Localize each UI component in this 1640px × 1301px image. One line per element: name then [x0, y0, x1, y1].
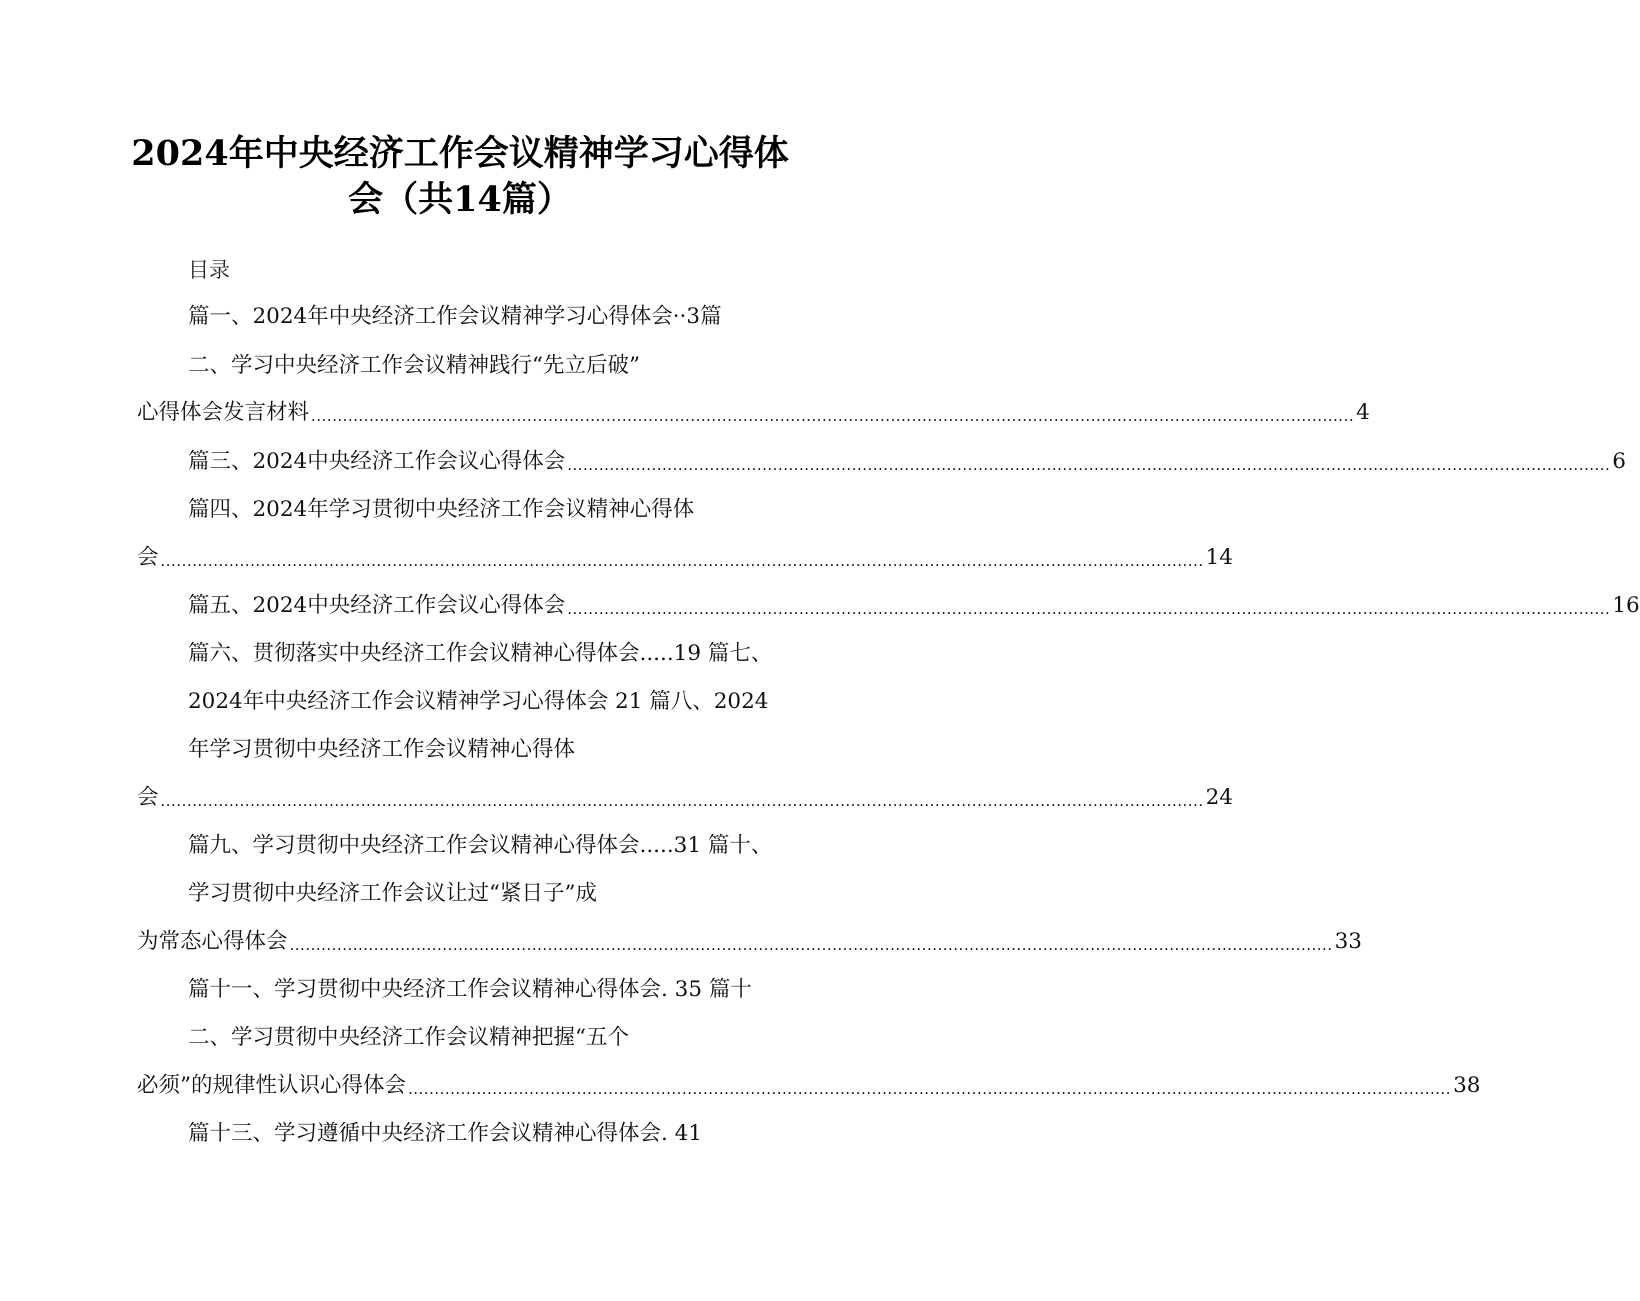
toc-page-number: 14 [1205, 545, 1233, 570]
dot-leader: ...................................................................................................................................................................................................... [567, 456, 1611, 474]
toc-entry-2-line-2[interactable] [137, 397, 1370, 429]
toc-entry-text: 会 [137, 785, 159, 810]
toc-entry-10-line-1[interactable]: 学习贯彻中央经济工作会议让过“紧日子”成 [188, 881, 597, 906]
toc-entry-text: 为常态心得体会 [137, 929, 288, 954]
dot-leader: ...................................................................................................................................................................................................... [160, 792, 1204, 810]
toc-entry-10-line-2[interactable] [137, 926, 1362, 958]
toc-entry-6[interactable]: 篇六、贯彻落实中央经济工作会议精神心得体会.....19 篇七、 [188, 641, 773, 666]
toc-page-number: 24 [1205, 785, 1233, 810]
toc-entry-12-line-1[interactable]: 二、学习贯彻中央经济工作会议精神把握“五个 [188, 1025, 629, 1050]
toc-entry-4-line-1[interactable]: 篇四、2024年学习贯彻中央经济工作会议精神心得体 [188, 497, 695, 522]
dot-leader: ...................................................................................................................................................................................................... [311, 407, 1355, 425]
toc-entry-2-line-1[interactable]: 二、学习中央经济工作会议精神践行“先立后破” [188, 353, 640, 378]
toc-entry-text: 会 [137, 545, 159, 570]
toc-entry-7[interactable]: 2024年中央经济工作会议精神学习心得体会 21 篇八、2024 [188, 689, 769, 714]
toc-entry-text: 心得体会发言材料 [137, 400, 310, 425]
toc-page-number: 6 [1612, 449, 1626, 474]
toc-heading: 目录 [188, 258, 230, 282]
dot-leader: ...................................................................................................................................................................................................... [289, 936, 1333, 954]
toc-entry-9[interactable]: 篇九、学习贯彻中央经济工作会议精神心得体会.....31 篇十、 [188, 833, 773, 858]
dot-leader: ...................................................................................................................................................................................................... [408, 1080, 1452, 1098]
toc-entry-3[interactable] [188, 446, 1626, 478]
toc-entry-text: 篇三、2024中央经济工作会议心得体会 [188, 449, 566, 474]
toc-entry-text: 必须”的规律性认识心得体会 [137, 1073, 406, 1098]
dot-leader: ...................................................................................................................................................................................................... [567, 600, 1611, 618]
toc-entry-8-line-1[interactable]: 年学习贯彻中央经济工作会议精神心得体 [188, 737, 576, 762]
toc-page-number: 4 [1356, 400, 1370, 425]
toc-entry-12-line-2[interactable] [137, 1070, 1481, 1102]
toc-entry-1[interactable]: 篇一、2024年中央经济工作会议精神学习心得体会··3篇 [188, 304, 722, 329]
toc-page-number: 16 [1612, 593, 1640, 618]
dot-leader: ...................................................................................................................................................................................................... [160, 552, 1204, 570]
toc-entry-13[interactable]: 篇十三、学习遵循中央经济工作会议精神心得体会. 41 [188, 1121, 703, 1146]
document-title-line-1: 2024年中央经济工作会议精神学习心得体 [131, 133, 789, 174]
toc-page-number: 38 [1453, 1073, 1481, 1098]
toc-page-number: 33 [1334, 929, 1362, 954]
toc-entry-8-line-2[interactable] [137, 782, 1233, 814]
document-title-line-2: 会（共14篇） [348, 179, 572, 220]
toc-entry-4-line-2[interactable] [137, 542, 1233, 574]
toc-entry-5[interactable] [188, 590, 1640, 622]
toc-entry-text: 篇五、2024中央经济工作会议心得体会 [188, 593, 566, 618]
toc-entry-11[interactable]: 篇十一、学习贯彻中央经济工作会议精神心得体会. 35 篇十 [188, 977, 752, 1002]
